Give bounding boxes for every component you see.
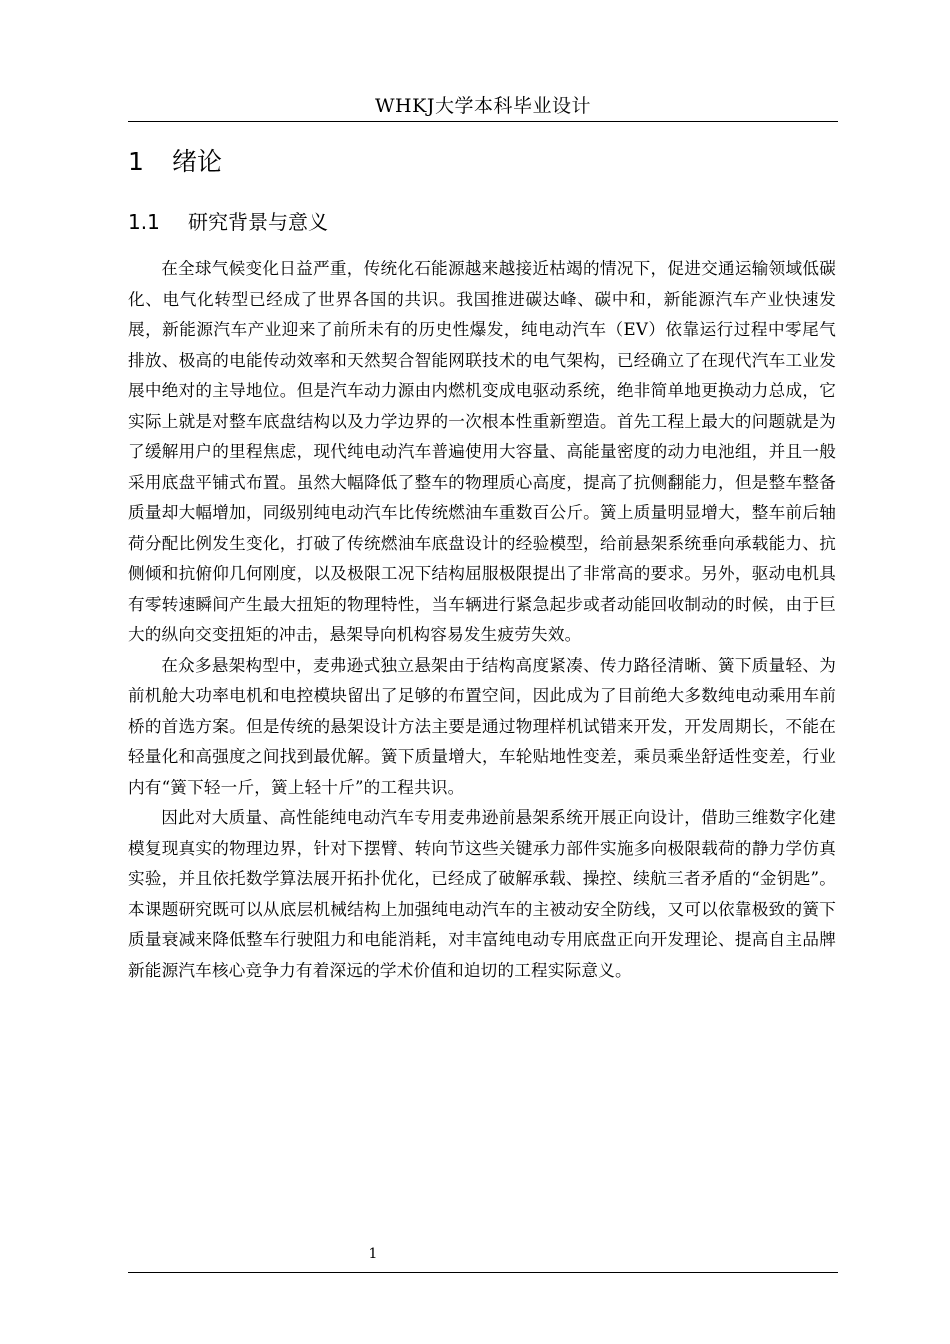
chapter-heading [128,145,222,179]
page-header-title: WHKJ大学本科毕业设计 [375,95,591,117]
section-heading [128,207,328,237]
section-title: 研究背景与意义 [188,210,328,234]
paragraph: 在全球气候变化日益严重，传统化石能源越来越接近枯竭的情况下，促进交通运输领域低碳化、电气化转型已经成了世界各国的共识。我国推进碳达峰、碳中和，新能源汽车产业快速发展，新能源汽车产业迎来了前所未有的历史性爆发，纯电动汽车（EV）依靠运行过程中零尾气排放、极高的电能传动效率和天然契合智能网联技术的电气架构，已经确立了在现代汽车工业发展中绝对的主导地位。但是汽车动力源由内燃机变成电驱动系统，绝非简单地更换动力总成，它实际上就是对整车底盘结构以及力学边界的一次根本性重新塑造。首先工程上最大的问题就是为了缓解用户的里程焦虑，现代纯电动汽车普遍使用大容量、高能量密度的动力电池组，并且一般采用底盘平铺式布置。虽然大幅降低了整车的物理质心高度，提高了抗侧翻能力，但是整车整备质量却大幅增加，同级别纯电动汽车比传统燃油车重数百公斤。簧上质量明显增大，整车前后轴荷分配比例发生变化，打破了传统燃油车底盘设计的经验模型，给前悬架系统垂向承载能力、抗侧倾和抗俯仰几何刚度，以及极限工况下结构屈服极限提出了非常高的要求。另外，驱动电机具有零转速瞬间产生最大扭矩的物理特性，当车辆进行紧急起步或者动能回收制动的时候，由于巨大的纵向交变扭矩的冲击，悬架导向机构容易发生疲劳失效。 [128,259,836,644]
body-text [128,254,836,986]
paragraph: 因此对大质量、高性能纯电动汽车专用麦弗逊前悬架系统开展正向设计，借助三维数字化建模复现真实的物理边界，针对下摆臂、转向节这些关键承力部件实施多向极限载荷的静力学仿真实验，并且依托数学算法展开拓扑优化，已经成了破解承载、操控、续航三者矛盾的“金钥匙”。本课题研究既可以从底层机械结构上加强纯电动汽车的主被动安全防线，又可以依靠极致的簧下质量衰减来降低整车行驶阻力和电能消耗，对丰富纯电动专用底盘正向开发理论、提高自主品牌新能源汽车核心竞争力有着深远的学术价值和迫切的工程实际意义。 [128,808,836,980]
page-number: 1 [368,1246,378,1262]
footer-divider [128,1272,838,1273]
section-number: 1.1 [128,210,160,234]
header-divider [128,121,838,122]
paragraph: 在众多悬架构型中，麦弗逊式独立悬架由于结构高度紧凑、传力路径清晰、簧下质量轻、为前机舱大功率电机和电控模块留出了足够的布置空间，因此成为了目前绝大多数纯电动乘用车前桥的首选方案。但是传统的悬架设计方法主要是通过物理样机试错来开发，开发周期长，不能在轻量化和高强度之间找到最优解。簧下质量增大，车轮贴地性变差，乘员乘坐舒适性变差，行业内有“簧下轻一斤，簧上轻十斤”的工程共识。 [128,655,836,797]
chapter-number: 1 [128,147,144,176]
chapter-title: 绪论 [172,147,223,176]
